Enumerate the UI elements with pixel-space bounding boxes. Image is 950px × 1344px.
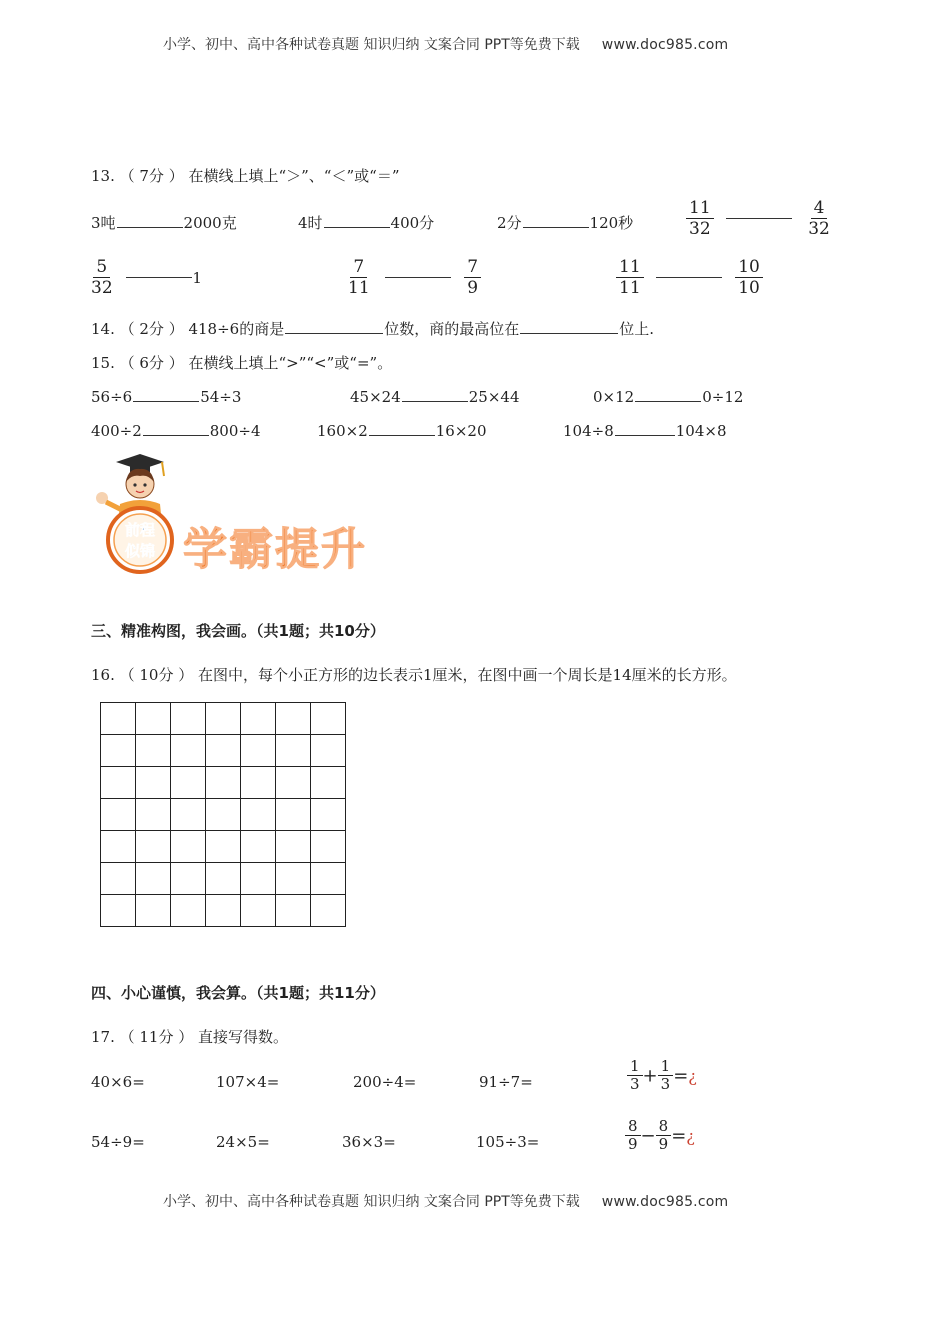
q15-item: 45×24 25×44 (350, 388, 520, 406)
q17-item: 107×4= (216, 1073, 280, 1091)
header-url[interactable]: www.doc985.com (601, 37, 729, 53)
q13-c-right: 120秒 (589, 214, 634, 232)
q14-blank-2[interactable] (520, 321, 618, 334)
page-header (163, 34, 728, 54)
q13-item-a (91, 212, 237, 233)
q15-blank[interactable] (369, 423, 435, 436)
q17-fraction-expr-1: $\frac{1}{3}$ + $\frac{1}{3}$ =¿ (627, 1058, 697, 1094)
q13-e-blank[interactable] (126, 277, 192, 278)
q14-blank-1[interactable] (285, 321, 383, 334)
q15-blank[interactable] (615, 423, 675, 436)
q13-c-left: 2分 (497, 214, 522, 232)
q13-f-blank[interactable] (385, 277, 451, 278)
fraction: $\frac{4}{32}$ (808, 198, 830, 240)
answer-placeholder: ¿ (686, 1126, 695, 1146)
q13-item-e (88, 257, 202, 299)
q13-item-d (686, 198, 833, 240)
q13-item-g (616, 257, 763, 299)
section-4-title: 四、小心谨慎，我会算。（共1题；共11分） (91, 984, 385, 1002)
q13-item-c (497, 212, 633, 233)
banner-badge-top: 前程 (124, 521, 156, 539)
q13-a-right: 2000克 (183, 214, 237, 232)
q13-item-f (345, 257, 481, 299)
banner-badge-bottom: 似锦 (124, 542, 156, 560)
q15-item: 160×2 16×20 (317, 422, 487, 440)
answer-placeholder: ¿ (688, 1066, 697, 1086)
q15-item: 56÷6 54÷3 (91, 388, 242, 406)
q15-item: 400÷2 800÷4 (91, 422, 261, 440)
q17-item: 105÷3= (476, 1133, 540, 1151)
q13-item-b (298, 212, 434, 233)
q17-item: 200÷4= (353, 1073, 417, 1091)
q17-item: 36×3= (342, 1133, 396, 1151)
q13-e-right: 1 (192, 268, 202, 287)
fraction: $\frac{7}{11}$ (348, 257, 370, 299)
footer-text: 小学、初中、高中各种试卷真题 知识归纳 文案合同 PPT等免费下载 (163, 1194, 580, 1210)
q17-item: 24×5= (216, 1133, 270, 1151)
q15-blank[interactable] (635, 389, 701, 402)
q13-b-left: 4时 (298, 214, 323, 232)
footer-url[interactable]: www.doc985.com (601, 1194, 729, 1210)
q13-c-blank[interactable] (523, 215, 589, 228)
q15-item: 104÷8 104×8 (563, 422, 727, 440)
banner-title: 学霸提升 (183, 524, 367, 575)
fraction: $\frac{8}{9}$ (625, 1118, 641, 1154)
fraction: $\frac{10}{10}$ (735, 257, 763, 299)
drawing-grid[interactable] (100, 702, 346, 927)
q13-b-right: 400分 (390, 214, 435, 232)
q13-a-blank[interactable] (117, 215, 183, 228)
section-3-title: 三、精准构图，我会画。（共1题；共10分） (91, 622, 385, 640)
q13-b-blank[interactable] (324, 215, 390, 228)
page-footer (163, 1191, 728, 1211)
q17-item: 54÷9= (91, 1133, 145, 1151)
fraction: $\frac{7}{9}$ (464, 257, 481, 299)
q17-fraction-expr-2: $\frac{8}{9}$ − $\frac{8}{9}$ =¿ (625, 1118, 695, 1154)
fraction: $\frac{11}{11}$ (616, 257, 644, 299)
q15-title: 15. （ 6分 ） 在横线上填上“>”“<”或“=”。 (91, 354, 393, 372)
fraction: $\frac{11}{32}$ (686, 198, 714, 240)
q14-text-1: 14. （ 2分 ） 418÷6的商是 (91, 320, 285, 338)
q16-text: 16. （ 10分 ） 在图中，每个小正方形的边长表示1厘米，在图中画一个周长是14厘米的长方形。 (91, 666, 737, 684)
study-banner (88, 452, 403, 582)
q13-title: 13. （ 7分 ） 在横线上填上“＞”、“＜”或“＝” (91, 167, 400, 185)
q17-item: 91÷7= (479, 1073, 533, 1091)
fraction: $\frac{1}{3}$ (627, 1058, 643, 1094)
banner-illustration (88, 452, 403, 582)
q15-item: 0×12 0÷12 (593, 388, 744, 406)
q13-d-blank[interactable] (726, 218, 792, 219)
fraction: $\frac{5}{32}$ (91, 257, 113, 299)
q15-blank[interactable] (143, 423, 209, 436)
q15-blank[interactable] (402, 389, 468, 402)
q15-blank[interactable] (133, 389, 199, 402)
q13-a-left: 3吨 (91, 214, 116, 232)
q17-item: 40×6= (91, 1073, 145, 1091)
q17-title: 17. （ 11分 ） 直接写得数。 (91, 1028, 289, 1046)
q14-text-2: 位数，商的最高位在 (384, 320, 520, 338)
q14 (91, 318, 654, 339)
q13-g-blank[interactable] (656, 277, 722, 278)
fraction: $\frac{8}{9}$ (656, 1118, 672, 1154)
fraction: $\frac{1}{3}$ (658, 1058, 674, 1094)
header-text: 小学、初中、高中各种试卷真题 知识归纳 文案合同 PPT等免费下载 (163, 37, 580, 53)
q14-text-3: 位上. (619, 320, 655, 338)
